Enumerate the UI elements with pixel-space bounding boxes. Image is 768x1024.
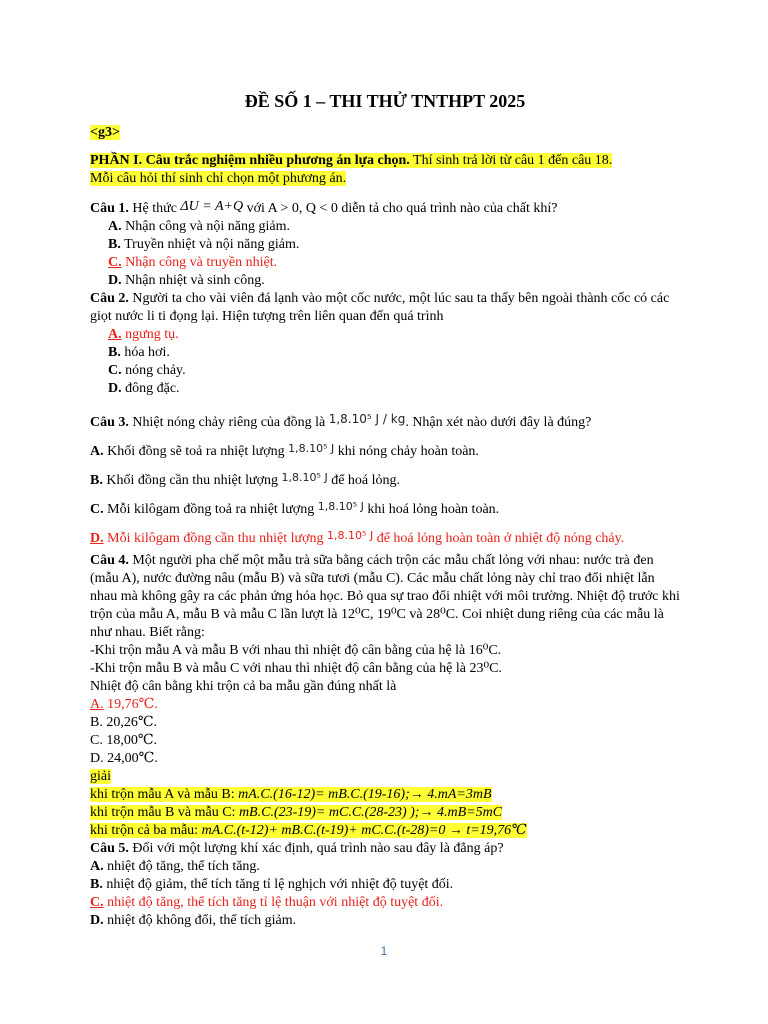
question-4: Câu 4. Một người pha chế một mẫu trà sữa bằng cách trộn các mẫu chất lỏng với nhau: nước trà đen (mẫu A), nước đường nâu (mẫu B) và sữa tươi (mẫu C). Các mẫu chất lỏng này chỉ trao đổi nhiệt lẫn nhau mà không gây ra các phản ứng hóa học. Bỏ qua sự trao đổi nhiệt với môi trường. Nhiệt độ trước khi trộn của mẫu A, mẫu B và mẫu C lần lượt là 12⁰C, 19⁰C và 28⁰C. Coi nhiệt dung riêng của các mẫu là như nhau. Biết rằng: -Khi trộn mẫu A và mẫu B với nhau thì nhiệt độ cân bằng của hệ là 16⁰C. -Khi trộn mẫu B và mẫu C với nhau thì nhiệt độ cân bằng của hệ là 23⁰C. Nhiệt độ cân bằng khi trộn cả ba mẫu gần đúng nhất là A. 19,76℃. B. 20,26℃. C. 18,00℃. D. 24,00℃. giải khi trộn mẫu A và mẫu B: mA.C.(16-12)= mB.C.(19-16);→ 4.mA=3mB khi trộn mẫu B và mẫu C: mB.C.(23-19)= mC.C.(28-23) );→ 4.mB=5mC khi trộn cả ba mẫu: mA.C.(t-12)+ mB.C.(t-19)+ mC.C.(t-28)=0 → t=19,76℃ <box>90 553 680 838</box>
question-3: Câu 3. Nhiệt nóng chảy riêng của đồng là 1,8.10⁵ J / kg. Nhận xét nào dưới đây là đúng? A. Khối đồng sẽ toả ra nhiệt lượng 1,8.10⁵ J khi nóng chảy hoàn toàn. B. Khối đồng cần thu nhiệt lượng 1,8.10⁵ J để hoá lỏng. C. Mỗi kilôgam đồng toả ra nhiệt lượng 1,8.10⁵ J khi hoá lỏng hoàn toàn. D. Mỗi kilôgam đồng cần thu nhiệt lượng 1,8.10⁵ J để hoá lỏng hoàn toàn ở nhiệt độ nóng chảy. <box>90 406 680 552</box>
exam-title: ĐỀ SỐ 1 – THI THỬ TNTHPT 2025 <box>244 91 526 111</box>
correct-answer: C. Nhận công và truyền nhiệt. <box>108 255 278 270</box>
question-1: Câu 1. Hệ thức ΔU = A+Q với A > 0, Q < 0 diễn tả cho quá trình nào của chất khí? A. Nhận công và nội năng giảm. B. Truyền nhiệt và nội năng giảm. C. Nhận công và truyền nhiệt. D. Nhận nhiệt và sinh công. <box>90 198 680 290</box>
formula-1: ΔU = A+Q <box>180 199 244 214</box>
question-2: Câu 2. Người ta cho vài viên đá lạnh vào một cốc nước, một lúc sau ta thấy bên ngoài thành cốc có các giọt nước li ti đọng lại. Hiện tượng trên liên quan đến quá trình A. ngưng tụ. B. hóa hơi. C. nóng chảy. D. đông đặc. <box>90 290 680 398</box>
question-5: Câu 5. Đối với một lượng khí xác định, quá trình nào sau đây là đẳng áp? A. nhiệt độ tăng, thể tích tăng. B. nhiệt độ giảm, thể tích tăng tỉ lệ nghịch với nhiệt độ tuyệt đối. C. nhiệt độ tăng, thể tích tăng tỉ lệ thuận với nhiệt độ tuyệt đối. D. nhiệt độ không đổi, thể tích giảm. <box>90 840 680 930</box>
document-page <box>90 92 680 930</box>
group-tag: <g3> <box>90 125 120 140</box>
part-instructions: PHẦN I. Câu trắc nghiệm nhiều phương án lựa chọn. Thí sinh trả lời từ câu 1 đến câu 18. Mỗi câu hỏi thí sinh chỉ chọn một phương án. <box>90 153 613 186</box>
correct-answer: A. 19,76℃. <box>90 697 158 712</box>
correct-answer: A. ngưng tụ. <box>108 327 179 342</box>
correct-answer: C. nhiệt độ tăng, thể tích tăng tỉ lệ thuận với nhiệt độ tuyệt đối. <box>90 895 444 910</box>
correct-answer: D. Mỗi kilôgam đồng cần thu nhiệt lượng 1,8.10⁵ J để hoá lỏng hoàn toàn ở nhiệt độ nóng chảy. <box>90 529 625 546</box>
solution-label: giải <box>90 769 111 784</box>
page-number: 1 <box>380 944 388 958</box>
